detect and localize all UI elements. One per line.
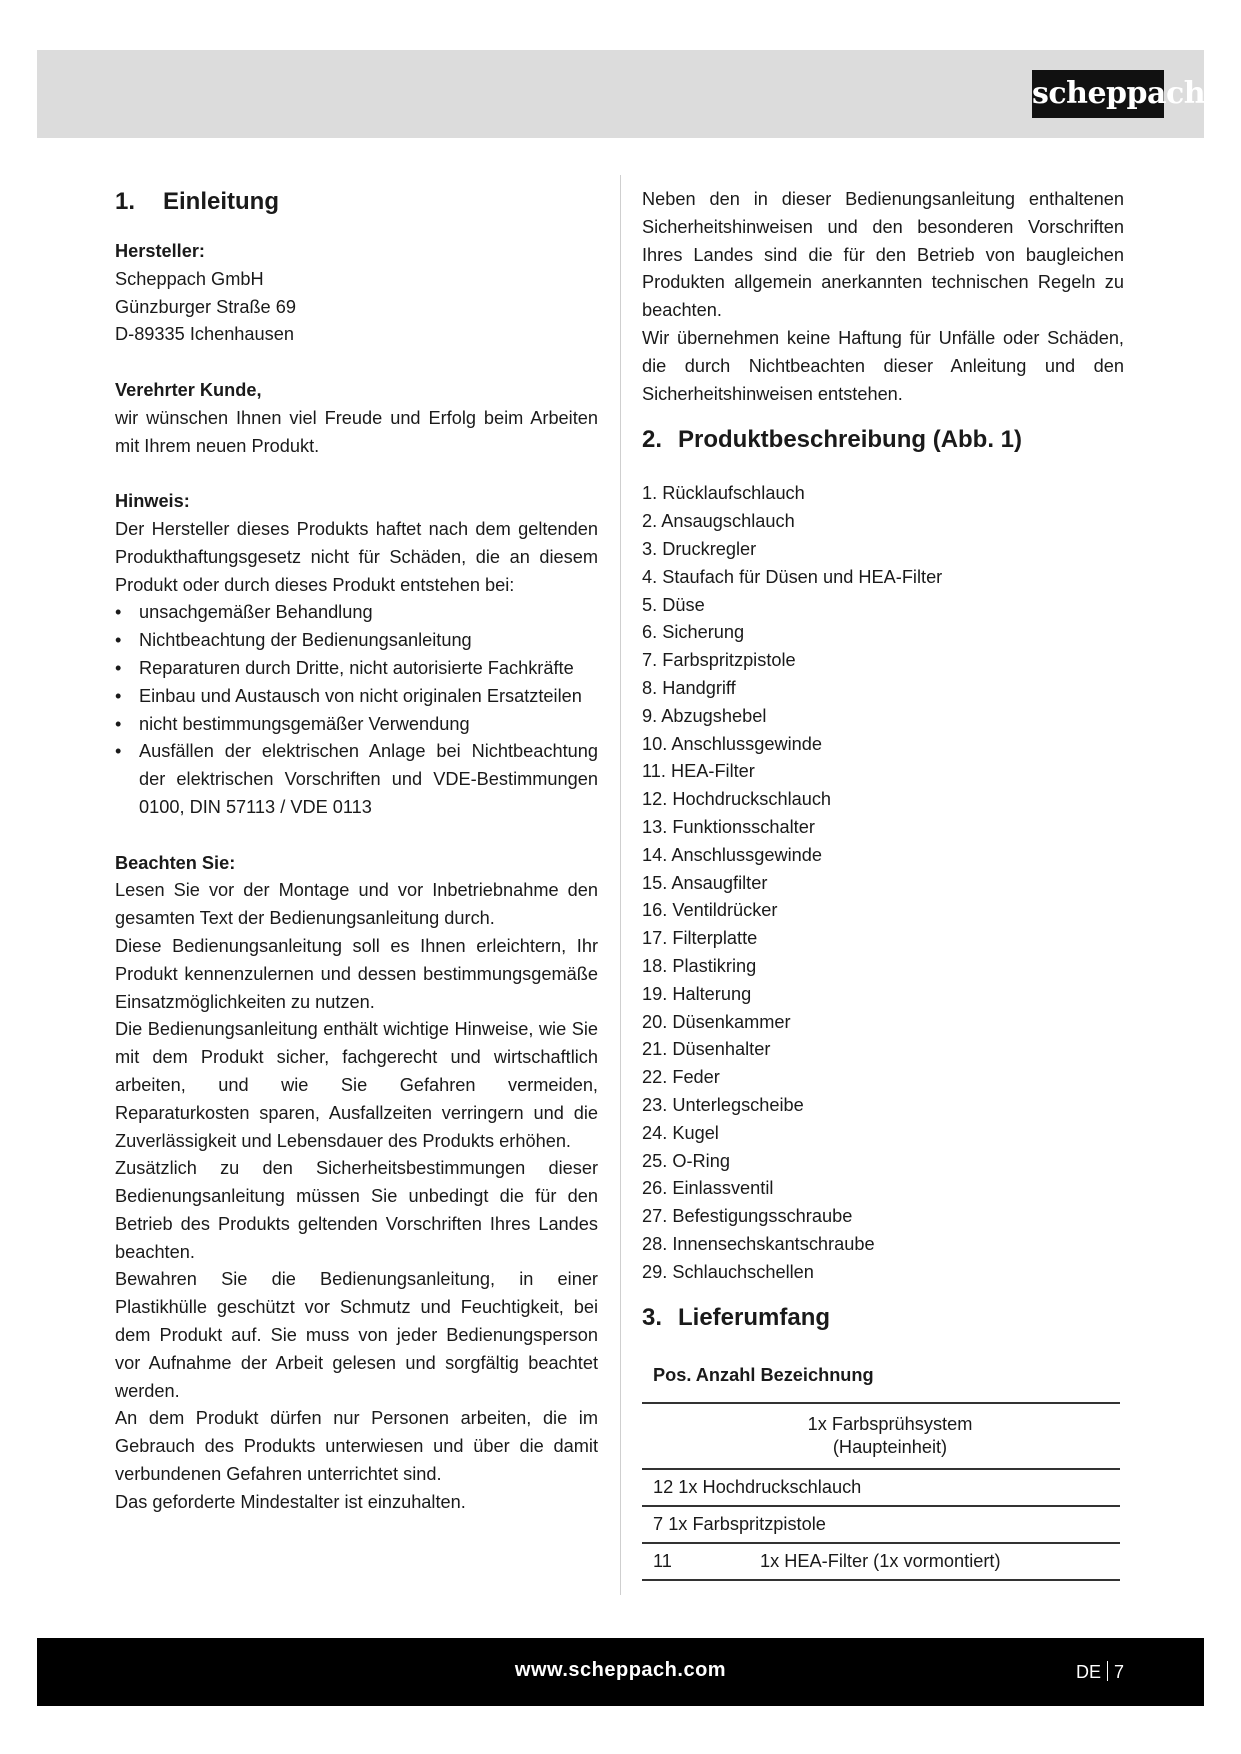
manufacturer-line: D-89335 Ichenhausen — [115, 324, 294, 345]
list-item: 6. Sicherung — [642, 622, 745, 643]
description-cell — [642, 1506, 1120, 1543]
page-footer — [37, 1638, 1204, 1706]
section-2-number: 2. — [642, 426, 663, 454]
parts-list — [642, 480, 1124, 1286]
attention-paragraph: Die Bedienungsanleitung enthält wichtige Hinweise, wie Sie mit dem Produkt sicher, fachgerecht und wirtschaftlich arbeiten, und wie Sie Gefahren vermeiden, Reparaturkosten sparen, Ausfallzeiten verringern und die Zuverlässigkeit und Lebensdauer des Produkts erhöhen. — [115, 1019, 598, 1151]
attention-paragraph: Das geforderte Mindestalter ist einzuhalten. — [115, 1491, 466, 1512]
list-item: 4. Staufach für Düsen und HEA-Filter — [642, 566, 943, 587]
table-row — [642, 1403, 1120, 1469]
section-3-title: Lieferumfang — [678, 1304, 831, 1332]
section-2-heading — [642, 424, 1124, 456]
section-1-title: Einleitung — [163, 188, 279, 215]
website-link[interactable]: www.scheppach.com — [514, 1659, 727, 1681]
column-divider — [620, 175, 621, 1595]
manufacturer-line: Scheppach GmbH — [115, 268, 264, 289]
description-cell: 1x HEA-Filter (1x vormontiert) — [714, 1543, 1120, 1580]
list-item: 15. Ansaugfilter — [642, 872, 768, 893]
list-item: 10. Anschlussgewinde — [642, 733, 822, 754]
list-item: 18. Plastikring — [642, 955, 757, 976]
attention-paragraph: Lesen Sie vor der Montage und vor Inbetriebnahme den gesamten Text der Bedienungsanleitung durch. — [115, 880, 598, 929]
page-number: 7 — [1113, 1662, 1124, 1682]
list-item: 20. Düsenkammer — [642, 1011, 791, 1032]
customer-label: Verehrter Kunde, — [115, 379, 262, 400]
page-indicator — [1076, 1661, 1124, 1683]
note-label: Hinweis: — [115, 491, 190, 512]
section-3-heading — [642, 1302, 1124, 1334]
table-header: Pos. Anzahl Bezeichnung — [642, 1348, 1120, 1403]
description-text: 1x Farbspritzpistole — [668, 1514, 826, 1535]
page-header — [37, 50, 1204, 138]
list-item: 11. HEA-Filter — [642, 761, 755, 782]
list-item: 13. Funktionsschalter — [642, 816, 815, 837]
table-header-row — [642, 1348, 1120, 1403]
list-item: 5. Düse — [642, 594, 705, 615]
list-item: • unsachgemäßer Behandlung — [115, 599, 598, 627]
right-column — [642, 186, 1124, 1581]
customer-text: wir wünschen Ihnen viel Freude und Erfolg beim Arbeiten mit Ihrem neuen Produkt. — [115, 407, 598, 456]
brand-logo: scheppach — [1032, 70, 1164, 118]
list-item: • Ausfällen der elektrischen Anlage bei Nichtbeachtung der elektrischen Vorschriften und VDE-Bestimmungen 0100, DIN 57113 / VDE 0113 — [115, 738, 598, 821]
section-1-number: 1. — [115, 188, 136, 215]
list-item: 17. Filterplatte — [642, 928, 758, 949]
list-item: • nicht bestimmungsgemäßer Verwendung — [115, 711, 598, 739]
list-item: 12. Hochdruckschlauch — [642, 789, 832, 810]
list-item: 23. Unterlegscheibe — [642, 1094, 804, 1115]
list-item: 28. Innensechskantschraube — [642, 1233, 875, 1254]
description-cell — [642, 1469, 1120, 1506]
delivery-table — [642, 1348, 1120, 1581]
separator — [1107, 1661, 1108, 1681]
list-item: • Nichtbeachtung der Bedienungsanleitung — [115, 627, 598, 655]
attention-paragraph: An dem Produkt dürfen nur Personen arbeiten, die im Gebrauch des Produkts unterwiesen und über die damit verbundenen Gefahren unterrichtet sind. — [115, 1408, 598, 1485]
pos-cell: 11 — [642, 1543, 714, 1580]
list-item: 2. Ansaugschlauch — [642, 511, 795, 532]
liability-list — [115, 599, 598, 821]
list-item: 7. Farbspritzpistole — [642, 650, 796, 671]
attention-paragraph: Bewahren Sie die Bedienungsanleitung, in einer Plastikhülle geschützt vor Schmutz und Feuchtigkeit, bei dem Produkt auf. Sie muss von jeder Bedienungsperson vor Aufnahme der Arbeit gelesen und sorgfältig beachtet werden. — [115, 1269, 598, 1401]
list-item: • Reparaturen durch Dritte, nicht autorisierte Fachkräfte — [115, 655, 598, 683]
list-item: 26. Einlassventil — [642, 1178, 774, 1199]
intro-paragraph: Neben den in dieser Bedienungsanleitung enthaltenen Sicherheitshinweisen und den besonderen Vorschriften Ihres Landes sind die für den Betrieb von baugleichen Produkten allgemein anerkannten technischen Regeln zu beachten. — [642, 189, 1124, 321]
pos-text: 12 — [653, 1477, 674, 1498]
list-item: • Einbau und Austausch von nicht originalen Ersatzteilen — [115, 683, 598, 711]
list-item: 24. Kugel — [642, 1122, 719, 1143]
table-row — [642, 1543, 1120, 1580]
list-item: 25. O-Ring — [642, 1150, 730, 1171]
intro-paragraph: Wir übernehmen keine Haftung für Unfälle oder Schäden, die durch Nichtbeachten dieser Anleitung und den Sicherheitshinweisen entstehen. — [642, 327, 1124, 404]
list-item: 29. Schlauchschellen — [642, 1261, 814, 1282]
list-item: 22. Feder — [642, 1067, 720, 1088]
section-1-heading — [115, 186, 598, 218]
manufacturer-label: Hersteller: — [115, 241, 205, 261]
language-code: DE — [1075, 1662, 1101, 1682]
list-item: 1. Rücklaufschlauch — [642, 483, 805, 504]
list-item: 14. Anschlussgewinde — [642, 844, 822, 865]
table-row — [642, 1506, 1120, 1543]
list-item: 8. Handgriff — [642, 677, 736, 698]
list-item: 3. Druckregler — [642, 538, 757, 559]
attention-paragraph: Zusätzlich zu den Sicherheitsbestimmungen dieser Bedienungsanleitung müssen Sie unbedingt die für den Betrieb des Produkts geltenden Vorschriften Ihres Landes beachten. — [115, 1158, 598, 1262]
table-row — [642, 1469, 1120, 1506]
description-text: 1x Hochdruckschlauch — [678, 1477, 862, 1498]
list-item: 21. Düsenhalter — [642, 1039, 771, 1060]
description-cell — [714, 1403, 1120, 1469]
manufacturer-line: Günzburger Straße 69 — [115, 296, 296, 317]
list-item: 9. Abzugshebel — [642, 705, 767, 726]
section-2-title: Produktbeschreibung (Abb. 1) — [678, 426, 1023, 454]
attention-label: Beachten Sie: — [115, 852, 236, 873]
section-3-number: 3. — [642, 1304, 663, 1332]
attention-paragraph: Diese Bedienungsanleitung soll es Ihnen erleichtern, Ihr Produkt kennenzulernen und dessen bestimmungsgemäße Einsatzmöglichkeiten zu nutzen. — [115, 935, 598, 1012]
pos-text: 7 — [653, 1514, 664, 1535]
note-text: Der Hersteller dieses Produkts haftet nach dem geltenden Produkthaftungsgesetz nicht für Schäden, die an diesem Produkt oder durch dieses Produkt entstehen bei: — [115, 518, 598, 595]
description-text: 1x Farbsprühsystem (Haupteinheit) — [807, 1414, 973, 1458]
left-column — [115, 186, 598, 1517]
list-item: 19. Halterung — [642, 983, 752, 1004]
list-item: 27. Befestigungsschraube — [642, 1206, 853, 1227]
list-item: 16. Ventildrücker — [642, 900, 778, 921]
pos-cell — [642, 1403, 714, 1469]
